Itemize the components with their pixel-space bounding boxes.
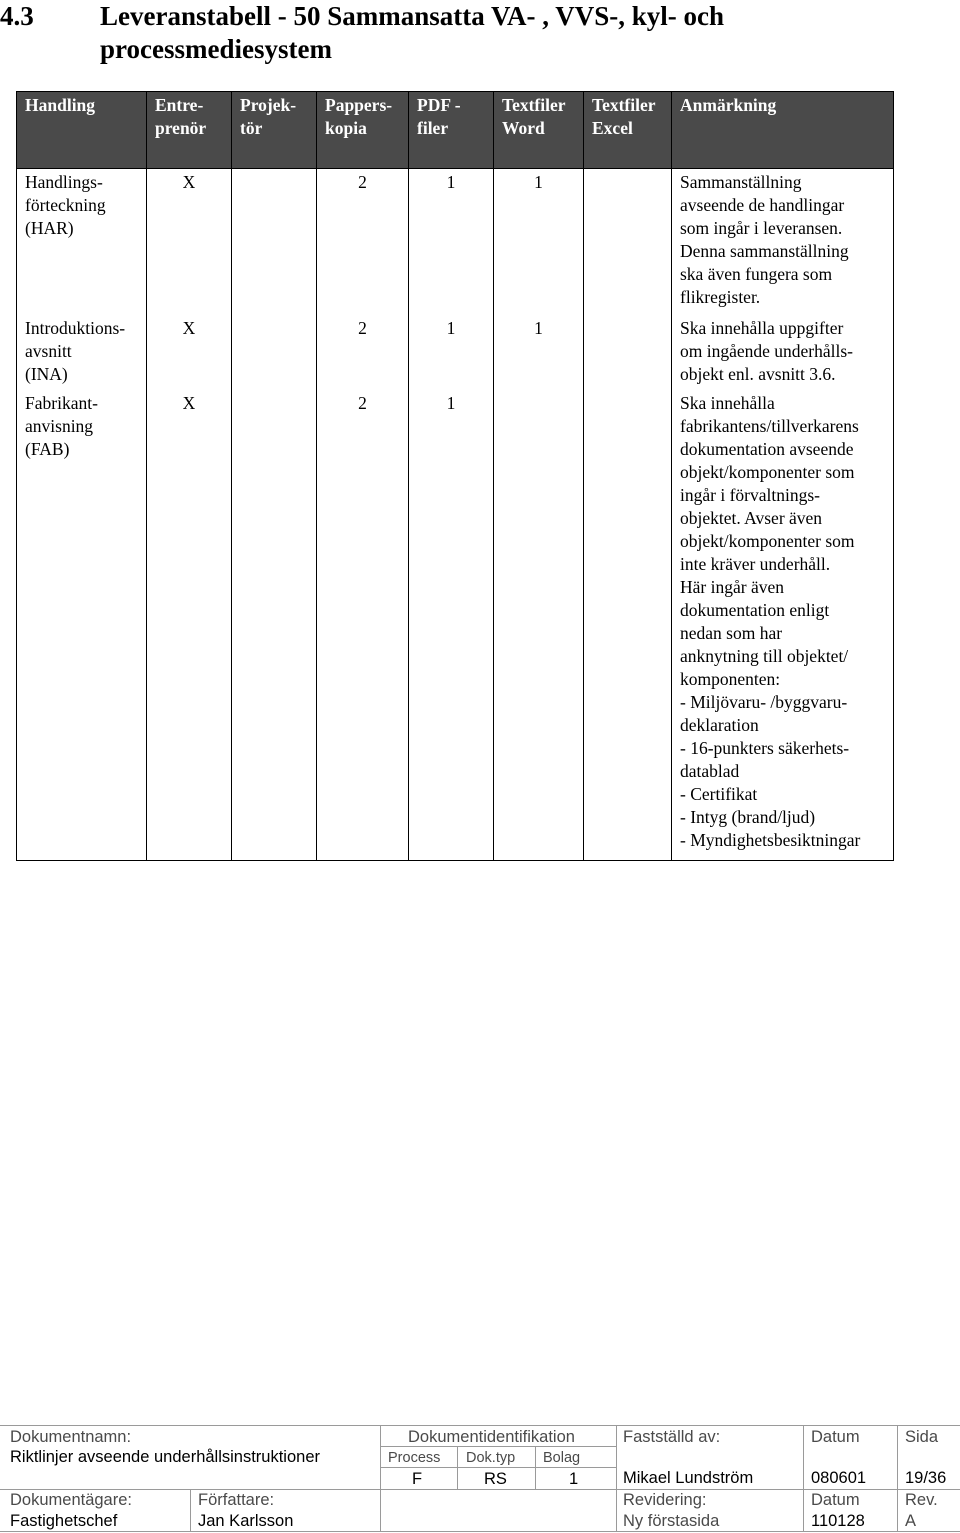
cell-handling: Introduktions- avsnitt (INA)	[17, 315, 147, 390]
author-value: Jan Karlsson	[198, 1512, 294, 1530]
cell-projektor	[232, 169, 317, 316]
datum-label: Datum	[811, 1428, 860, 1446]
cell-anmarkning: Ska innehålla uppgifter om ingående underhålls- objekt enl. avsnitt 3.6.	[672, 315, 894, 390]
footer-divider	[190, 1489, 191, 1532]
revidering-value: Ny förstasida	[623, 1512, 720, 1530]
docname-value: Riktlinjer avseende underhållsinstruktioner	[10, 1448, 320, 1466]
author-label: Författare:	[198, 1491, 275, 1509]
cell-entreprenor: X	[147, 169, 232, 316]
header-anmarkning: Anmärkning	[672, 92, 894, 169]
cell-word: 1	[494, 169, 584, 316]
section-title-line-2: processmediesystem	[100, 34, 332, 64]
doktyp-label: Dok.typ	[466, 1450, 516, 1466]
cell-word	[494, 390, 584, 861]
table-header-row	[17, 92, 894, 169]
cell-pdf: 1	[409, 390, 494, 861]
cell-projektor	[232, 315, 317, 390]
header-projektor: Projek- tör	[232, 92, 317, 169]
sida-label: Sida	[905, 1428, 939, 1446]
sida-value: 19/36	[905, 1469, 947, 1487]
cell-excel	[584, 315, 672, 390]
section-title-line-1: Leveranstabell - 50 Sammansatta VA- , VVS-, kyl- och	[100, 1, 725, 31]
delivery-table	[16, 91, 894, 861]
header-textfiler-word: Textfiler Word	[494, 92, 584, 169]
cell-papperskopia: 2	[317, 315, 409, 390]
cell-word: 1	[494, 315, 584, 390]
cell-anmarkning: Sammanställning avseende de handlingar som ingår i leveransen. Denna sammanställning ska även fungera som flikregister.	[672, 169, 894, 316]
cell-papperskopia: 2	[317, 390, 409, 861]
table-row	[17, 315, 894, 390]
footer-divider	[897, 1425, 898, 1532]
table-row	[17, 390, 894, 861]
cell-handling: Handlings- förteckning (HAR)	[17, 169, 147, 316]
cell-excel	[584, 390, 672, 861]
header-papperskopia: Pappers- kopia	[317, 92, 409, 169]
bolag-label: Bolag	[543, 1450, 581, 1466]
header-handling: Handling	[17, 92, 147, 169]
document-footer	[0, 1425, 960, 1533]
owner-label: Dokumentägare:	[10, 1491, 132, 1509]
owner-value: Fastighetschef	[10, 1512, 118, 1530]
header-pdf-filer: PDF - filer	[409, 92, 494, 169]
footer-divider	[457, 1446, 458, 1489]
section-number: 4.3	[0, 1, 34, 31]
table-row	[17, 169, 894, 316]
process-value: F	[412, 1470, 423, 1488]
cell-pdf: 1	[409, 315, 494, 390]
process-label: Process	[388, 1450, 441, 1466]
cell-anmarkning: Ska innehålla fabrikantens/tillverkarens dokumentation avseende objekt/komponenter som ingår i förvaltnings- objektet. Avser även objekt/komponenter som inte kräver underhåll. Här ingår även dokumentation enligt nedan som har anknytning till objektet/ komponenten: - Miljövaru- /byggvaru- deklaration - 16-punkters säkerhets- datablad - Certifikat - Intyg (brand/ljud) - Myndighetsbesiktningar	[672, 390, 894, 861]
faststalld-value: Mikael Lundström	[623, 1469, 754, 1487]
cell-projektor	[232, 390, 317, 861]
cell-excel	[584, 169, 672, 316]
docname-label: Dokumentnamn:	[10, 1428, 132, 1446]
revidering-label: Revidering:	[623, 1491, 707, 1509]
footer-divider	[535, 1446, 536, 1489]
cell-papperskopia: 2	[317, 169, 409, 316]
header-textfiler-excel: Textfiler Excel	[584, 92, 672, 169]
rev-label: Rev.	[905, 1491, 938, 1509]
cell-handling: Fabrikant- anvisning (FAB)	[17, 390, 147, 861]
footer-divider	[0, 1425, 960, 1426]
cell-entreprenor: X	[147, 390, 232, 861]
header-entreprenor: Entre- prenör	[147, 92, 232, 169]
datum-label-2: Datum	[811, 1491, 860, 1509]
footer-divider	[803, 1425, 804, 1532]
rev-value: A	[905, 1512, 917, 1530]
section-heading	[0, 0, 900, 66]
doktyp-value: RS	[484, 1470, 507, 1488]
footer-divider	[0, 1531, 960, 1532]
cell-entreprenor: X	[147, 315, 232, 390]
datum-value-2: 110128	[811, 1512, 865, 1530]
docid-label: Dokumentidentifikation	[408, 1428, 575, 1446]
footer-divider	[616, 1425, 617, 1532]
cell-pdf: 1	[409, 169, 494, 316]
bolag-value: 1	[569, 1470, 579, 1488]
footer-divider	[380, 1425, 381, 1532]
faststalld-label: Fastställd av:	[623, 1428, 721, 1446]
datum-value: 080601	[811, 1469, 867, 1487]
